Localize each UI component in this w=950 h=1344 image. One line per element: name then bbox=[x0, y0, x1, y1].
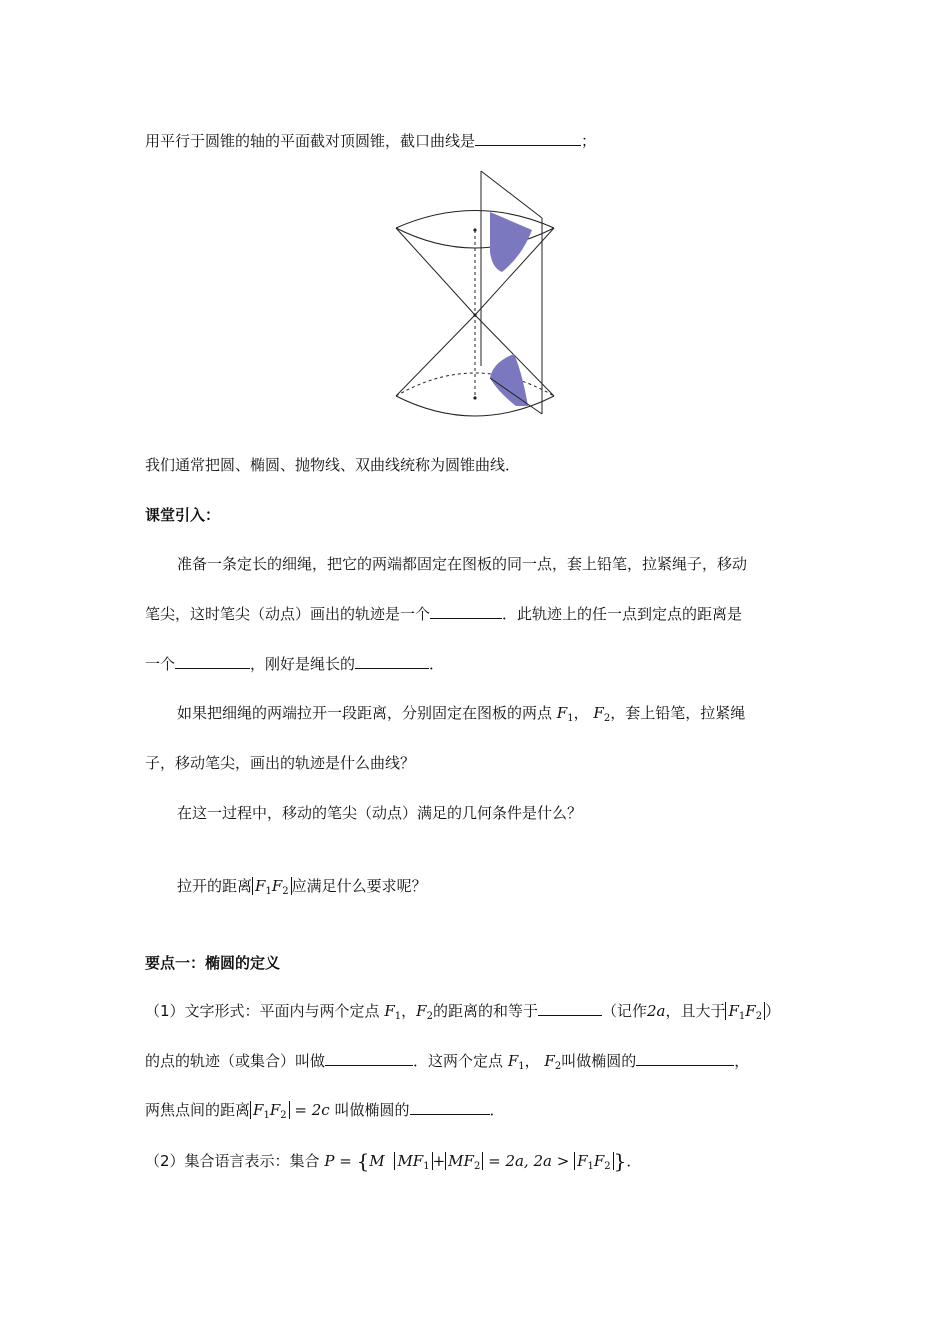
answer-blank[interactable] bbox=[538, 1001, 602, 1016]
apex-dot bbox=[473, 313, 476, 316]
lower-section bbox=[490, 354, 528, 406]
text: （1）文字形式：平面内与两个定点 bbox=[145, 1002, 380, 1020]
text: ，刚好是绳长的 bbox=[250, 655, 356, 673]
answer-blank[interactable] bbox=[410, 1100, 490, 1115]
answer-blank[interactable] bbox=[475, 131, 581, 146]
distance-f1f2: $F_1F_2$ bbox=[252, 877, 292, 895]
text: 的点的轨迹（或集合）叫做 bbox=[145, 1052, 326, 1070]
definition-line3 bbox=[145, 1100, 505, 1120]
key-point-heading: 要点一：椭圆的定义 bbox=[145, 954, 281, 972]
distance-f1f2: $F_1F_2$ bbox=[250, 1101, 290, 1119]
text: （记作 bbox=[601, 1002, 647, 1020]
intro-p1-line3 bbox=[145, 654, 444, 674]
text: 两焦点间的距离 bbox=[145, 1101, 251, 1119]
text: ． bbox=[429, 655, 445, 673]
question-text: 用平行于圆锥的轴的平面截对顶圆锥，截口曲线是 bbox=[145, 132, 476, 150]
answer-blank[interactable] bbox=[355, 654, 429, 669]
text: 应满足什么要求呢？ bbox=[291, 877, 427, 895]
text: ） bbox=[765, 1002, 781, 1020]
answer-blank[interactable] bbox=[325, 1051, 413, 1066]
text: 一个 bbox=[145, 655, 176, 673]
text: （2）集合语言表示：集合 bbox=[145, 1152, 320, 1170]
intro-p2-line2: 子，移动笔尖，画出的轨迹是什么曲线？ bbox=[145, 754, 416, 772]
cone-generator-left-top bbox=[396, 228, 475, 315]
set-expression: P = {M $MF_1 + MF_2 = 2a$, $2a > F_1F_2$ } bbox=[324, 1149, 627, 1173]
text: ．这两个定点 bbox=[413, 1052, 504, 1070]
text: 拉开的距离 bbox=[177, 877, 253, 895]
intro-p3: 在这一过程中，移动的笔尖（动点）满足的几何条件是什么？ bbox=[177, 804, 583, 822]
intro-heading: 课堂引入： bbox=[145, 506, 221, 524]
text: ， bbox=[734, 1052, 750, 1070]
focal-distance-value: = 2c bbox=[294, 1101, 330, 1119]
bottom-center-dot bbox=[473, 396, 476, 399]
text: ，且大于 bbox=[665, 1002, 726, 1020]
focus-f1: $F_1$ bbox=[507, 1052, 525, 1072]
text: 的距离的和等于 bbox=[432, 1002, 538, 1020]
definition-line1 bbox=[145, 1001, 780, 1021]
text: ． bbox=[626, 1152, 642, 1170]
text: ． bbox=[489, 1101, 505, 1119]
intro-p4 bbox=[177, 876, 427, 896]
answer-blank[interactable] bbox=[430, 604, 502, 619]
intro-p1-line2 bbox=[145, 604, 742, 624]
double-cone-figure bbox=[390, 168, 560, 423]
set-notation-line bbox=[145, 1151, 641, 1171]
text: ．此轨迹上的任一点到定点的距离是 bbox=[502, 605, 743, 623]
top-center-dot bbox=[473, 228, 476, 231]
focus-f2: $F_2$ bbox=[544, 1052, 562, 1072]
focus-f1: $F_1$ bbox=[384, 1002, 402, 1022]
text: ， bbox=[524, 1052, 540, 1070]
intro-p2-line1 bbox=[177, 703, 745, 723]
two-a: 2a bbox=[646, 1002, 666, 1020]
question-end: ； bbox=[581, 132, 597, 150]
text: 如果把细绳的两端拉开一段距离，分别固定在图板的两点 bbox=[177, 704, 553, 722]
text: ，套上铅笔，拉紧绳 bbox=[610, 704, 746, 722]
answer-blank[interactable] bbox=[175, 654, 250, 669]
distance-f1f2: $F_1F_2$ bbox=[725, 1002, 765, 1020]
intro-p1-line1: 准备一条定长的细绳，把它的两端都固定在图板的同一点，套上铅笔，拉紧绳子，移动 bbox=[177, 555, 748, 573]
conic-summary: 我们通常把圆、椭圆、抛物线、双曲线统称为圆锥曲线． bbox=[145, 456, 521, 474]
text: 叫做椭圆的 bbox=[561, 1052, 637, 1070]
text: ， bbox=[573, 704, 589, 722]
cone-generator-left-bottom bbox=[396, 315, 475, 396]
upper-section bbox=[490, 212, 532, 272]
text: 叫做椭圆的 bbox=[334, 1101, 410, 1119]
top-ellipse-back bbox=[396, 211, 554, 229]
text: 笔尖，这时笔尖（动点）画出的轨迹是一个 bbox=[145, 605, 431, 623]
focus-f1: $F_1$ bbox=[556, 704, 574, 724]
answer-blank[interactable] bbox=[636, 1051, 734, 1066]
question-parallel-axis bbox=[145, 131, 596, 151]
focus-f2: $F_2$ bbox=[416, 1002, 433, 1022]
focus-f2: $F_2$ bbox=[593, 704, 611, 724]
definition-line2 bbox=[145, 1051, 749, 1071]
text: ， bbox=[401, 1002, 417, 1020]
